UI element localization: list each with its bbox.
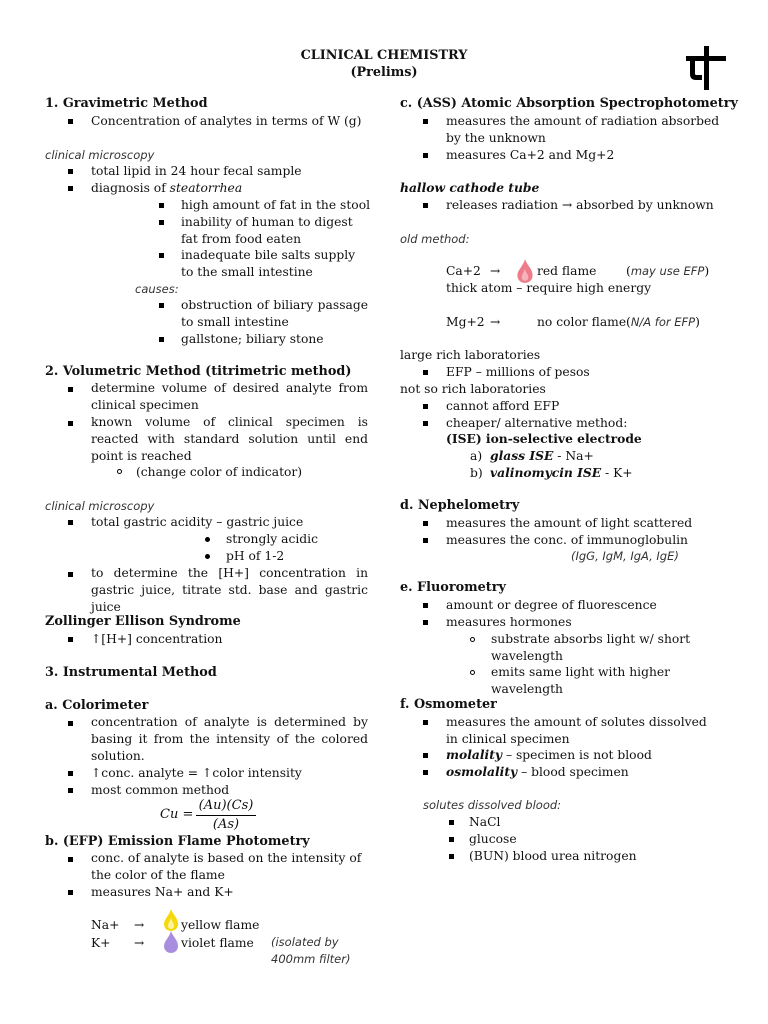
k-symbol: K+ xyxy=(91,936,111,950)
bullet-icon xyxy=(449,854,454,859)
violet-flame-label: violet flame xyxy=(181,936,254,950)
na-symbol: Na+ xyxy=(91,918,120,932)
arrow: → xyxy=(134,936,145,950)
e-bullet-2: measures hormones xyxy=(446,615,572,629)
section-3-heading: 3. Instrumental Method xyxy=(45,665,217,680)
cannot-afford-bullet: cannot afford EFP xyxy=(446,399,560,413)
c-bullet-1: measures the amount of radiation absorbed by the unknown xyxy=(446,114,720,145)
red-flame-label: red flame xyxy=(537,264,597,278)
formula-denominator: (As) xyxy=(212,817,240,832)
yellow-flame-icon xyxy=(163,908,179,932)
cause-item: gallstone; biliary stone xyxy=(181,332,324,346)
bullet-icon xyxy=(423,404,428,409)
c-bullet-2: measures Ca+2 and Mg+2 xyxy=(446,148,615,162)
bullet-icon xyxy=(423,119,428,124)
section-d-heading: d. Nephelometry xyxy=(400,498,520,513)
bullet-icon xyxy=(68,771,73,776)
bullet-icon xyxy=(159,337,164,342)
bullet-icon xyxy=(68,169,73,174)
d-bullet-1: measures the amount of light scattered xyxy=(446,516,693,530)
solute-item: glucose xyxy=(469,832,517,846)
large-labs-label: large rich laboratories xyxy=(400,348,541,362)
cheaper-bullet: cheaper/ alternative method: xyxy=(446,416,628,430)
logo-icon xyxy=(686,46,726,90)
bullet-icon xyxy=(423,753,428,758)
solute-item: NaCl xyxy=(469,815,501,829)
s2-circle-item: (change color of indicator) xyxy=(136,465,303,479)
colorimeter-heading: a. Colorimeter xyxy=(45,698,149,713)
circle-bullet-icon xyxy=(117,469,122,474)
hct-heading: hallow cathode tube xyxy=(400,180,540,195)
zes-heading: Zollinger Ellison Syndrome xyxy=(45,614,241,629)
bullet-icon xyxy=(423,421,428,426)
ise-a-label: a) xyxy=(470,449,483,463)
violet-flame-icon xyxy=(163,930,179,954)
bullet-icon xyxy=(449,837,454,842)
page-subtitle: (Prelims) xyxy=(350,65,418,80)
not-rich-label: not so rich laboratories xyxy=(400,382,546,396)
immunoglobulin-list: (IgG, IgM, IgA, IgE) xyxy=(571,549,679,563)
bullet-icon xyxy=(423,538,428,543)
circle-bullet-icon xyxy=(470,637,475,642)
bullet-icon xyxy=(68,421,73,426)
zes-bullet: ↑[H+] concentration xyxy=(91,632,223,646)
bullet-icon xyxy=(68,387,73,392)
efp-bullet-2: measures Na+ and K+ xyxy=(91,885,234,899)
sub-item: inability of human to digest fat from food eaten xyxy=(181,215,353,246)
bullet-icon xyxy=(68,637,73,642)
bullet-icon xyxy=(68,890,73,895)
hct-bullet: releases radiation → absorbed by unknown xyxy=(446,198,714,212)
bullet-icon xyxy=(423,370,428,375)
isolated-note: (isolated by 400mm filter) xyxy=(271,935,351,966)
bullet-icon xyxy=(423,153,428,158)
bullet-icon xyxy=(423,203,428,208)
page-title: CLINICAL CHEMISTRY xyxy=(300,48,468,63)
section-1-heading: 1. Gravimetric Method xyxy=(45,96,208,111)
s2-bullet-2: known volume of clinical specimen is reacted with standard solution until end point is reached xyxy=(91,415,368,463)
f-bullet-3: osmolality – blood specimen xyxy=(446,764,629,779)
formula-lhs: Cu = xyxy=(160,807,194,822)
bullet-icon xyxy=(423,770,428,775)
bullet-icon xyxy=(423,620,428,625)
s1-bullet-2: total lipid in 24 hour fecal sample xyxy=(91,164,302,178)
solutes-label: solutes dissolved blood: xyxy=(423,798,562,812)
e-sub-item: substrate absorbs light w/ short wavelength xyxy=(491,632,691,663)
ise-b-item: valinomycin ISE - K+ xyxy=(490,465,633,480)
formula-bar xyxy=(196,815,256,816)
dot-bullet-icon xyxy=(205,537,210,542)
s1-bullet-1: Concentration of analytes in terms of W (g) xyxy=(91,114,362,128)
s2-dot-item: pH of 1-2 xyxy=(226,549,285,563)
may-use-efp-note: (may use EFP) xyxy=(626,264,710,278)
s2-bullet-4: to determine the [H+] concentration in gastric juice, titrate std. base and gastric juice xyxy=(91,566,368,614)
section-2-heading: 2. Volumetric Method (titrimetric method) xyxy=(45,364,352,379)
bullet-icon xyxy=(159,220,164,225)
bullet-icon xyxy=(159,253,164,258)
s2-bullet-3: total gastric acidity – gastric juice xyxy=(91,515,304,529)
dot-bullet-icon xyxy=(205,554,210,559)
colorimeter-bullet-1: concentration of analyte is determined by basing it from the intensity of the colored solution. xyxy=(91,715,368,763)
yellow-flame-label: yellow flame xyxy=(181,918,260,932)
f-bullet-2: molality – specimen is not blood xyxy=(446,747,652,762)
bullet-icon xyxy=(159,303,164,308)
bullet-icon xyxy=(68,572,73,577)
efp-heading: b. (EFP) Emission Flame Photometry xyxy=(45,834,310,849)
ca-symbol: Ca+2 xyxy=(446,264,481,278)
bullet-icon xyxy=(68,520,73,525)
cause-item: obstruction of biliary passage to small intestine xyxy=(181,298,368,329)
bullet-icon xyxy=(68,119,73,124)
bullet-icon xyxy=(449,820,454,825)
s2-dot-item: strongly acidic xyxy=(226,532,318,546)
no-color-flame-label: no color flame xyxy=(537,315,627,329)
bullet-icon xyxy=(68,857,73,862)
thick-atom-line: thick atom – require high energy xyxy=(446,281,652,295)
bullet-icon xyxy=(423,521,428,526)
solute-item: (BUN) blood urea nitrogen xyxy=(469,849,637,863)
label-clinical-microscopy: clinical microscopy xyxy=(45,499,155,513)
sub-item: inadequate bile salts supply to the small intestine xyxy=(181,248,356,279)
bullet-icon xyxy=(423,603,428,608)
arrow: → xyxy=(134,918,145,932)
ise-heading: (ISE) ion-selective electrode xyxy=(446,431,642,446)
label-causes: causes: xyxy=(135,282,179,296)
s2-bullet-1: determine volume of desired analyte from clinical specimen xyxy=(91,381,368,412)
f-bullet-1: measures the amount of solutes dissolved in clinical specimen xyxy=(446,715,707,746)
arrow: → xyxy=(490,315,501,329)
efp-bullet-1: conc. of analyte is based on the intensity of the color of the flame xyxy=(91,851,362,882)
mg-symbol: Mg+2 xyxy=(446,315,485,329)
bullet-icon xyxy=(423,720,428,725)
s1-bullet-3: diagnosis of steatorrhea xyxy=(91,181,243,195)
old-method-label: old method: xyxy=(400,232,470,246)
bullet-icon xyxy=(159,203,164,208)
bullet-icon xyxy=(68,788,73,793)
label-clinical-microscopy: clinical microscopy xyxy=(45,148,155,162)
bullet-icon xyxy=(68,186,73,191)
section-c-heading: c. (ASS) Atomic Absorption Spectrophotometry xyxy=(400,96,738,111)
ise-b-label: b) xyxy=(470,466,483,480)
arrow: → xyxy=(490,264,501,278)
colorimeter-bullet-2: ↑conc. analyte = ↑color intensity xyxy=(91,766,302,780)
efp-cost-bullet: EFP – millions of pesos xyxy=(446,365,590,379)
na-for-efp-note: (N/A for EFP) xyxy=(626,315,700,329)
formula-numerator: (Au)(Cs) xyxy=(198,798,254,813)
section-e-heading: e. Fluorometry xyxy=(400,580,506,595)
d-bullet-2: measures the conc. of immunoglobulin xyxy=(446,533,688,547)
e-sub-item: emits same light with higher wavelength xyxy=(491,665,671,696)
e-bullet-1: amount or degree of fluorescence xyxy=(446,598,657,612)
bullet-icon xyxy=(68,721,73,726)
circle-bullet-icon xyxy=(470,670,475,675)
sub-item: high amount of fat in the stool xyxy=(181,198,371,212)
colorimeter-bullet-3: most common method xyxy=(91,783,230,797)
section-f-heading: f. Osmometer xyxy=(400,697,497,712)
ise-a-item: glass ISE - Na+ xyxy=(490,448,594,463)
